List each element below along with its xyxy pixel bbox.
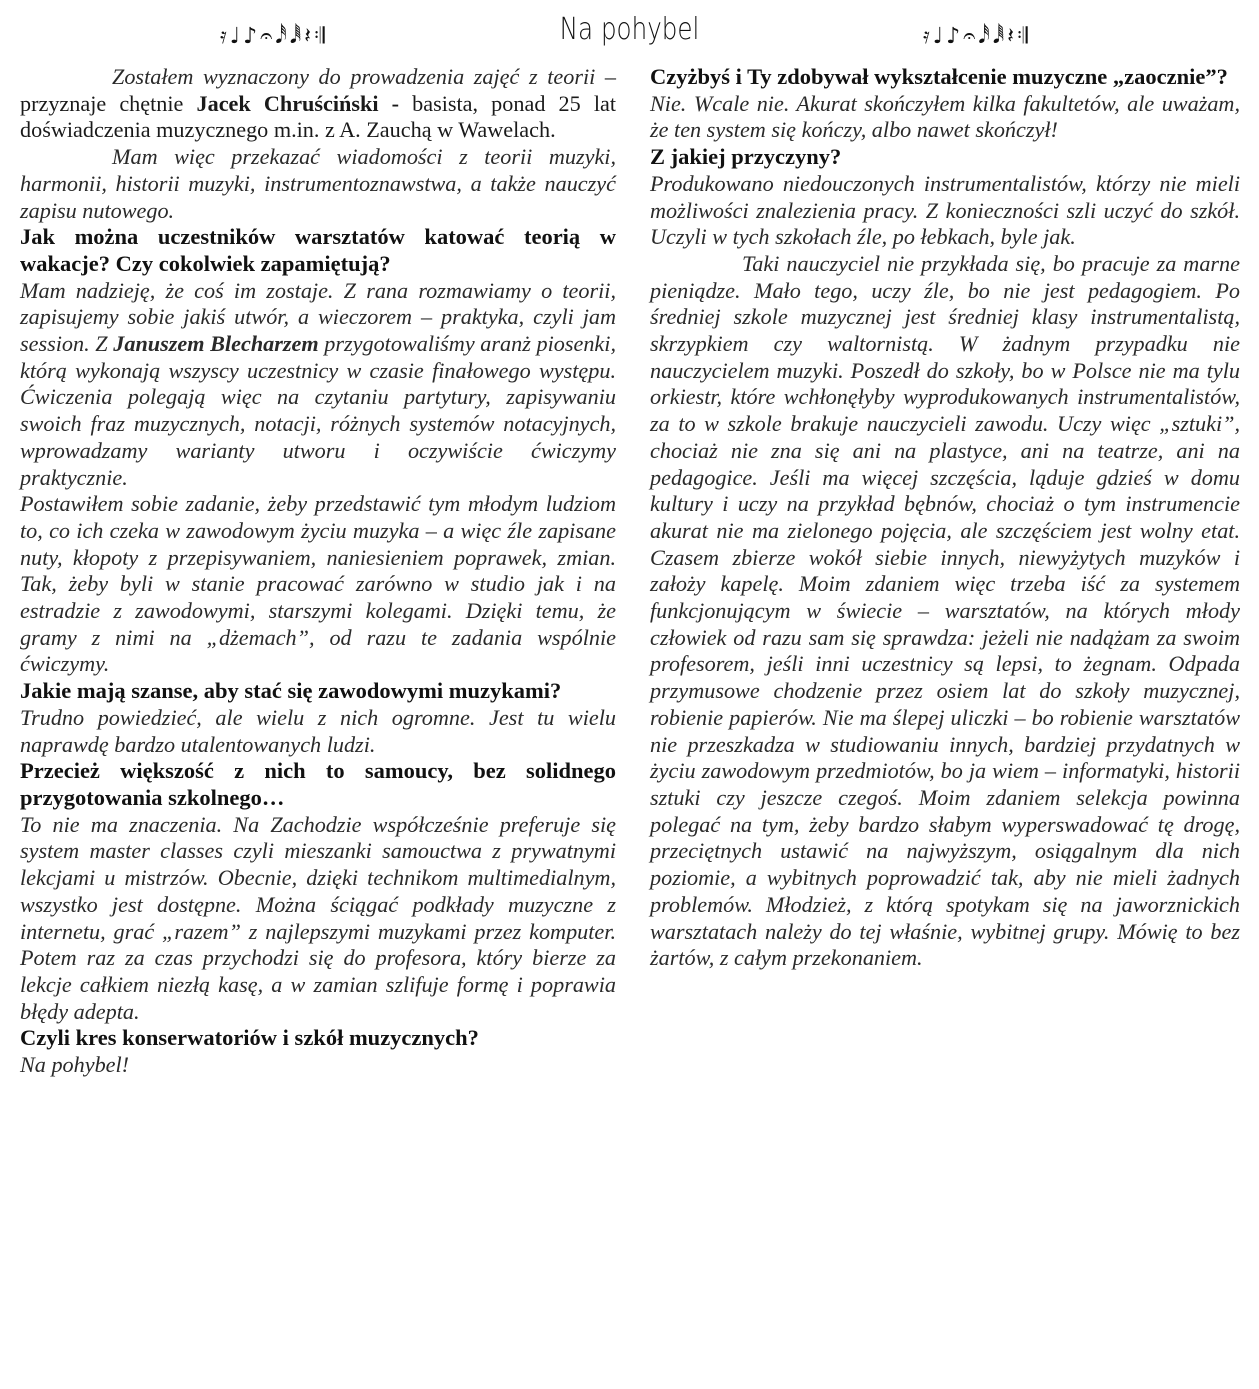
repeat-sign-icon: 𝄇 (314, 24, 325, 49)
music-note-icon: 𝅘𝅥𝅰 (978, 24, 990, 49)
music-note-icon: 𝅘𝅥𝅰 (275, 24, 287, 49)
music-note-icon: 𝄿 (923, 24, 930, 49)
rest-icon: 𝄽 (1007, 24, 1014, 49)
page-title: Na pohybel (559, 12, 700, 47)
intro-plain-text: – przyznaje chętnie (20, 64, 616, 116)
music-note-icon: 𝅘𝅥𝅱 (289, 24, 302, 49)
question-3: Przecież większość z nich to samoucy, bez solidnego przygotowania szkolnego… (20, 758, 616, 810)
left-column (20, 64, 616, 1079)
music-note-icon: 𝅘𝅥𝅱 (992, 24, 1005, 49)
music-note-icon: ♪ (243, 24, 258, 49)
answer-1-text-a: Mam nadzieję, że coś im zostaje. Z rana rozmawiamy o teorii, zapisujemy sobie jakiś utwór, a wieczorem – praktyka, czyli jam session. Z (20, 277, 616, 357)
question-6: Z jakiej przyczyny? (650, 144, 842, 170)
music-notes-ornament-right (923, 14, 1028, 48)
answer-1-text-b: przygotowaliśmy aranż piosenki, którą wykonają wszyscy uczestnicy w czasie finałowego występu. Ćwiczenia polegają więc na czytaniu partytury, zapisywaniu swoich fraz muzycznych, notacji, różnych systemów notacyjnych, wprowadzamy warianty utworu i oczywiście ćwiczymy praktycznie. (20, 331, 616, 490)
answer-3: To nie ma znaczenia. Na Zachodzie współcześnie preferuje się system master classes czyli mieszanki samouctwa z prywatnymi lekcjami u mistrzów. Obecnie, dzięki technikom multimedialnym, wszystko jest dostępne. Można ściągać podkłady muzyczne z internetu, grać „razem” z najlepszymi muzykami przez komputer. Potem raz za czas przychodzi się do profesora, który bierze za lekcje całkiem niezłą kasę, a w zamian szlifuje formę i poprawia błędy adepta. (20, 811, 616, 1024)
page-header (0, 0, 1259, 58)
answer-5: Nie. Wcale nie. Akurat skończyłem kilka fakultetów, ale uważam, że ten system się kończy, albo nawet skończył! (650, 90, 1240, 143)
question-5: Czyżbyś i Ty zdobywał wykształcenie muzyczne „zaocznie”? (650, 64, 1228, 89)
music-note-icon: ♪ (946, 24, 961, 49)
answer-4: Na pohybel! (20, 1052, 130, 1078)
music-note-icon: ♩ (932, 24, 944, 49)
answer-1-continued: Postawiłem sobie zadanie, żeby przedstawić tym młodym ludziom to, co ich czeka w zawodowym życiu muzyka – a więc źle zapisane nuty, kłopoty z przepisywaniem, naniesieniem poprawek, zmian. Tak, żeby byli w stanie pracować zarówno w studio jak i na estradzie z zawodowymi, starszymi kolegami. Dzięki temu, że gramy z nimi na „dżemach”, od razu te zadania wspólnie ćwiczymy. (20, 491, 616, 677)
music-note-icon: 𝄿 (220, 24, 227, 49)
answer-6-continued: Taki nauczyciel nie przykłada się, bo pracuje za marne pieniądze. Mało tego, uczy źle, bo nie jest pedagogiem. Po średniej szkole muzycznej jest średniej klasy instrumentalistą, skrzypkiem czy waltornistą. W żadnym przypadku nie nauczycielem muzyki. Poszedł do szkoły, bo w Polsce nie ma tylu orkiestr, które wchłonęłyby wyprodukowanych instrumentalistów, za to w szkole brakuje nauczycieli zawodu. Uczy więc „sztuki”, chociaż nie zna się ani na plastyce, ani na teatrze, ani na pedagogice. Jeśli ma więcej szczęścia, ląduje gdzieś w domu kultury i uczy na przykład bębnów, chociaż o tym instrumencie akurat nie ma zielonego pojęcia, ale szczęściem jest wolny etat. Czasem zbierze wokół siebie innych, niewyżytych muzyków i założy kapelę. Moim zdaniem więc trzeba iść za systemem funkcjonującym w świecie – warsztatów, na których młody człowiek od razu sam się sprawdza: jeżeli nie nadążam za swoim profesorem, jeśli inni uczestnicy są lepsi, to żegnam. Odpada przymusowe chodzenie przez osiem lat do szkoły muzycznej, robienie papierów. Nie ma ślepej uliczki – bo robienie warsztatów nie przeszkadza w studiowaniu innych, bardziej przydatnych w życiu zawodowym przedmiotów, bo ja wiem – informatyki, historii sztuki czy jeszcze czegoś. Moim zdaniem selekcja powinna polegać na tym, żeby bardzo słabym wyperswadować tę drogę, przeciętnych ustawić na najwyższym, osiągalnym dla nich poziomie, a wybitnych poprowadzić tak, aby nie mieli żadnych problemów. Młodzież, z którą spotykam się na jaworznickich warsztatach należy do tej właśnie, wybitnej grupy. Mówię to bez żartów, z całym przekonaniem. (650, 250, 1240, 971)
answer-2: Trudno powiedzieć, ale wielu z nich ogromne. Jest tu wielu naprawdę bardzo utalentowanych ludzi. (20, 704, 616, 757)
repeat-sign-icon: 𝄇 (1017, 24, 1028, 49)
fermata-icon: 𝄐 (260, 24, 273, 49)
intro-paragraph (20, 64, 616, 144)
answer-1 (20, 278, 616, 492)
intro-bio-text: basista, ponad 25 lat doświadczenia muzycznego m.in. z A. Zauchą w Wawelach. (20, 90, 616, 143)
question-4: Czyli kres konserwatoriów i szkół muzycznych? (20, 1025, 479, 1051)
interviewee-name: Jacek Chruściński - (196, 90, 400, 116)
person-name: Januszem Blecharzem (113, 331, 319, 357)
answer-6: Produkowano niedouczonych instrumentalistów, którzy nie mieli możliwości znalezienia pracy. Z konieczności szli uczyć do szkół. Uczyli w tych szkołach źle, po łebkach, byle jak. (650, 170, 1240, 250)
rest-icon: 𝄽 (304, 24, 311, 49)
question-1: Jak można uczestników warsztatów katować teorią w wakacje? Czy cokolwiek zapamiętują? (20, 224, 616, 276)
music-note-icon: ♩ (229, 24, 241, 49)
intro-paragraph-2: Mam więc przekazać wiadomości z teorii muzyki, harmonii, historii muzyki, instrumentoznawstwa, a także nauczyć zapisu nutowego. (20, 144, 616, 223)
question-2: Jakie mają szanse, aby stać się zawodowymi muzykami? (20, 678, 562, 704)
fermata-icon: 𝄐 (963, 24, 976, 49)
intro-italic-text: Zostałem wyznaczony do prowadzenia zajęć z teorii (112, 64, 596, 89)
right-column (650, 64, 1240, 972)
